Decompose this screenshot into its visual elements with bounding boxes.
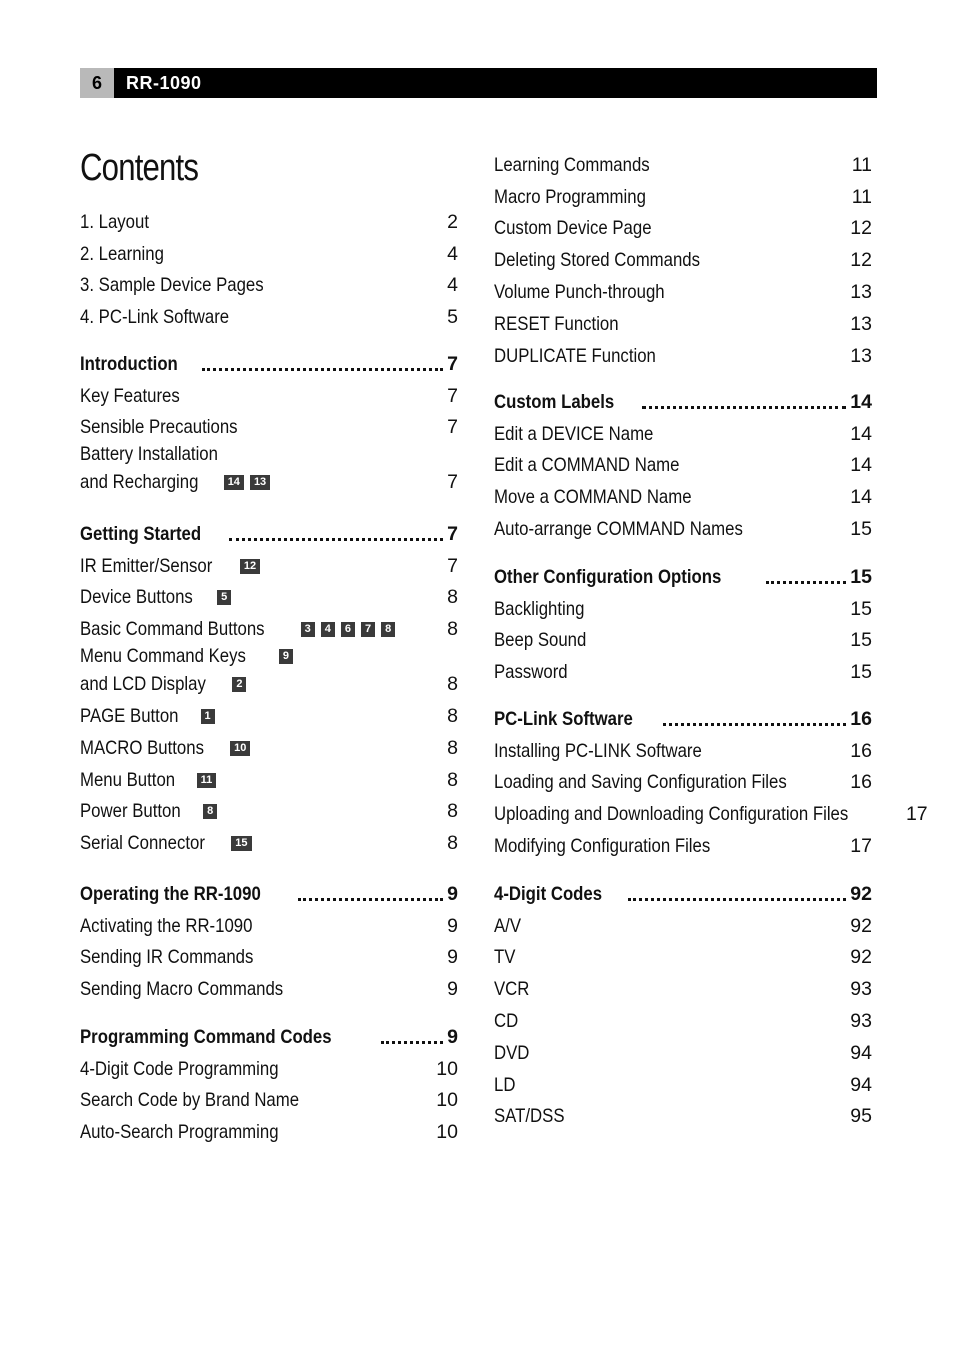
section-heading[interactable]: 4-Digit Codes 92: [494, 882, 872, 905]
toc-entry[interactable]: TV 92: [494, 946, 872, 969]
toc-entry[interactable]: IR Emitter/Sensor 12 7: [80, 554, 458, 577]
callout-badge: 1: [201, 709, 215, 724]
toc-entry[interactable]: RESET Function 13: [494, 312, 872, 335]
toc-entry[interactable]: PAGE Button 1 8: [80, 704, 458, 727]
intro-list: [80, 202, 458, 329]
section-heading[interactable]: Custom Labels 14: [494, 390, 872, 413]
toc-entry[interactable]: 3. Sample Device Pages 4: [80, 274, 458, 297]
toc-entry[interactable]: 4-Digit Code Programming 10: [80, 1057, 458, 1080]
toc-entry[interactable]: Menu Command Keys 9 and LCD Display 2 8: [80, 645, 458, 696]
toc-entry[interactable]: Sending Macro Commands 9: [80, 978, 458, 1001]
callout-badge: 11: [197, 773, 217, 788]
toc-entry[interactable]: Sensible Precautions 7: [80, 416, 458, 439]
toc-entry[interactable]: MACRO Buttons 10 8: [80, 736, 458, 759]
toc-entry[interactable]: CD 93: [494, 1009, 872, 1032]
toc-entry[interactable]: DVD 94: [494, 1041, 872, 1064]
callout-badge: 10: [230, 741, 250, 756]
section-pclink: [494, 699, 928, 858]
section-heading[interactable]: Operating the RR-1090 9: [80, 882, 458, 905]
toc-entry[interactable]: Backlighting 15: [494, 597, 872, 620]
toc-entry[interactable]: Auto-arrange COMMAND Names 15: [494, 517, 872, 540]
toc-entry[interactable]: Beep Sound 15: [494, 629, 872, 652]
toc-entry[interactable]: Search Code by Brand Name 10: [80, 1089, 458, 1112]
callout-badge: 8: [381, 622, 395, 637]
toc-entry[interactable]: Serial Connector 15 8: [80, 832, 458, 855]
section-introduction: [80, 344, 458, 494]
callout-badge: 15: [231, 836, 251, 851]
callout-badge: 13: [250, 475, 270, 490]
callout-badge: 7: [361, 622, 375, 637]
section-codes: [494, 874, 872, 1128]
right-column: [494, 0, 928, 1349]
toc-entry[interactable]: 2. Learning 4: [80, 242, 458, 265]
section-heading[interactable]: PC-Link Software 16: [494, 707, 872, 730]
page-title: Contents: [80, 147, 199, 189]
toc-entry[interactable]: LD 94: [494, 1073, 872, 1096]
section-programming: [80, 1017, 458, 1144]
callout-badge: 12: [240, 559, 260, 574]
section-heading[interactable]: Other Configuration Options 15: [494, 565, 872, 588]
toc-entry[interactable]: Password 15: [494, 661, 872, 684]
callout-badge: 14: [224, 475, 244, 490]
section-getting-started: [80, 514, 458, 855]
toc-entry[interactable]: Modifying Configuration Files 17: [494, 834, 872, 857]
toc-entry[interactable]: Device Buttons 5 8: [80, 586, 458, 609]
toc-entry[interactable]: SAT/DSS 95: [494, 1105, 872, 1128]
toc-entry[interactable]: Custom Device Page 12: [494, 217, 872, 240]
toc-entry[interactable]: Key Features 7: [80, 384, 458, 407]
section-heading[interactable]: Getting Started 7: [80, 522, 458, 545]
toc-entry[interactable]: Sending IR Commands 9: [80, 946, 458, 969]
callout-badge: 5: [217, 590, 231, 605]
callout-badge: 9: [279, 649, 293, 664]
toc-entry[interactable]: Macro Programming 11: [494, 185, 872, 208]
toc-entry[interactable]: Edit a COMMAND Name 14: [494, 454, 872, 477]
section-custom-labels: [494, 382, 872, 541]
toc-entry[interactable]: Loading and Saving Configuration Files 16: [494, 771, 872, 794]
callout-badge: 3: [301, 622, 315, 637]
toc-entry[interactable]: VCR 93: [494, 978, 872, 1001]
toc-entry[interactable]: Installing PC-LINK Software 16: [494, 739, 872, 762]
toc-entry[interactable]: Activating the RR-1090 9: [80, 914, 458, 937]
callout-badge: 2: [232, 677, 246, 692]
toc-entry[interactable]: Menu Button 11 8: [80, 768, 458, 791]
page-number: 6: [80, 68, 114, 98]
left-column: [80, 0, 458, 1349]
callout-badge: 6: [341, 622, 355, 637]
toc-entry[interactable]: Battery Installation and Recharging 14 13 7: [80, 443, 458, 494]
section-heading[interactable]: Introduction 7: [80, 352, 458, 375]
section-other-config: [494, 557, 872, 684]
toc-entry[interactable]: Auto-Search Programming 10: [80, 1121, 458, 1144]
toc-entry[interactable]: DUPLICATE Function 13: [494, 344, 872, 367]
toc-entry[interactable]: Basic Command Buttons 3 4 6 7 8 8: [80, 618, 458, 641]
toc-entry[interactable]: Move a COMMAND Name 14: [494, 486, 872, 509]
callout-badge: 4: [321, 622, 335, 637]
toc-entry[interactable]: 4. PC-Link Software 5: [80, 306, 458, 329]
toc-entry[interactable]: Volume Punch-through 13: [494, 280, 872, 303]
section-continued: [494, 145, 872, 368]
toc-entry[interactable]: Edit a DEVICE Name 14: [494, 422, 872, 445]
toc-entry[interactable]: Uploading and Downloading Configuration Files 17: [494, 803, 928, 826]
model-name: RR-1090: [114, 68, 877, 98]
toc-entry[interactable]: A/V 92: [494, 914, 872, 937]
section-heading[interactable]: Programming Command Codes 9: [80, 1025, 458, 1048]
toc-entry[interactable]: Power Button 8 8: [80, 800, 458, 823]
toc-entry[interactable]: 1. Layout 2: [80, 210, 458, 233]
section-operating: [80, 874, 458, 1001]
toc-entry[interactable]: Deleting Stored Commands 12: [494, 249, 872, 272]
toc-entry[interactable]: Learning Commands 11: [494, 153, 872, 176]
callout-badge: 8: [203, 804, 217, 819]
